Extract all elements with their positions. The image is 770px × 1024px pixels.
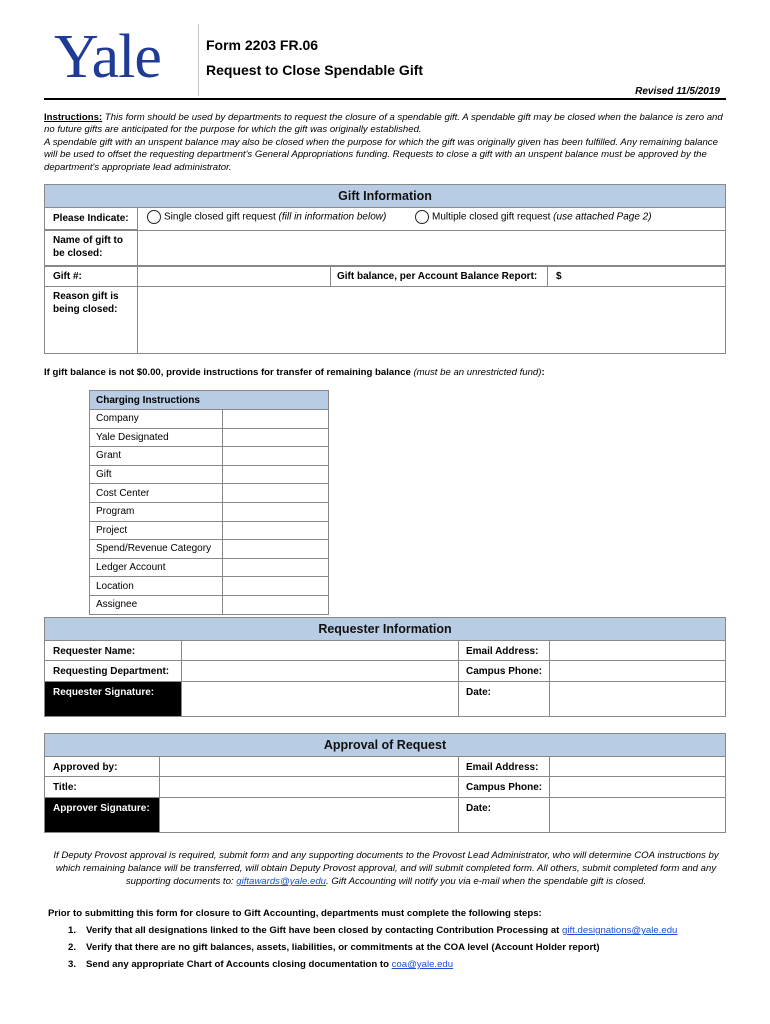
charging-label: Ledger Account <box>90 558 223 577</box>
transfer-note: (must be an unrestricted fund) <box>413 367 542 378</box>
instructions-label: Instructions: <box>44 112 103 123</box>
approved-by-field[interactable] <box>159 756 459 777</box>
charging-label: Gift <box>90 465 223 484</box>
single-gift-note: (fill in information below) <box>278 211 387 223</box>
approver-email-field[interactable] <box>549 756 726 777</box>
reason-field[interactable] <box>137 286 726 354</box>
requesting-dept-label: Requesting Department: <box>44 660 182 682</box>
approver-signature-label: Approver Signature: <box>44 797 160 833</box>
requester-phone-label: Campus Phone: <box>458 660 550 682</box>
table-row <box>90 410 329 429</box>
charging-label: Cost Center <box>90 484 223 503</box>
charging-label: Company <box>90 410 223 429</box>
instructions <box>44 112 726 174</box>
approver-phone-field[interactable] <box>549 776 726 798</box>
charging-value-field[interactable] <box>223 558 329 577</box>
charging-value-field[interactable] <box>223 428 329 447</box>
submission-note-text: If Deputy Provost approval is required, submit form and any supporting documents to the Provost Lead Administrator, who will determine COA instructions by which remaining balance will be transferred, will obtain Deputy Provost approval, and will submit completed form. All others, submit completed form and any supporting documents to: <box>53 850 719 887</box>
instructions-p2: A spendable gift with an unspent balance may also be closed when the purpose for which the gift was originally given has been fulfilled. Any remaining balance will be used to offset the requesting department's General Appropriations funding. Requests to close a gift with an unspent balance must be approved by the department's appropriate lead administrator. <box>44 136 718 173</box>
charging-instructions-table <box>89 390 329 615</box>
approver-signature-field[interactable] <box>159 797 459 833</box>
instructions-p1: This form should be used by departments to request the closure of a spendable gift. A spendable gift may be closed when the balance is zero and no future gifts are anticipated for the purpose for which the gift was originally established. <box>44 112 723 136</box>
charging-value-field[interactable] <box>223 595 329 614</box>
gift-info-header: Gift Information <box>44 184 726 208</box>
approved-by-label: Approved by: <box>44 756 160 777</box>
table-row <box>90 502 329 521</box>
requester-phone-field[interactable] <box>549 660 726 682</box>
requester-info-header: Requester Information <box>44 617 726 641</box>
approver-title-label: Title: <box>44 776 160 798</box>
table-row <box>90 521 329 540</box>
gift-number-field[interactable] <box>137 266 331 287</box>
charging-value-field[interactable] <box>223 502 329 521</box>
step-text: Send any appropriate Chart of Accounts closing documentation to <box>86 959 392 970</box>
charging-label: Grant <box>90 447 223 466</box>
charging-value-field[interactable] <box>223 577 329 596</box>
transfer-text: If gift balance is not $0.00, provide instructions for transfer of remaining balance <box>44 367 414 378</box>
step-number: 1. <box>67 925 76 936</box>
approver-date-field[interactable] <box>549 797 726 833</box>
step-text: Verify that all designations linked to the Gift have been closed by contacting Contribution Processing at <box>86 925 563 936</box>
charging-label: Yale Designated <box>90 428 223 447</box>
table-row <box>90 577 329 596</box>
charging-value-field[interactable] <box>223 521 329 540</box>
charging-value-field[interactable] <box>223 540 329 559</box>
single-gift-radio[interactable] <box>147 210 161 224</box>
charging-label: Program <box>90 502 223 521</box>
transfer-instruction <box>44 367 545 378</box>
table-row <box>90 540 329 559</box>
requester-email-label: Email Address: <box>458 640 550 661</box>
multiple-gift-label: Multiple closed gift request <box>432 211 554 223</box>
list-item <box>48 956 728 973</box>
charging-label: Assignee <box>90 595 223 614</box>
yale-logo: Yale <box>54 23 161 91</box>
table-row <box>90 484 329 503</box>
steps-list <box>48 905 728 973</box>
submission-note-tail: . Gift Accounting will notify you via e-mail when the spendable gift is closed. <box>326 876 647 887</box>
gift-name-label: Name of gift to be closed: <box>44 230 138 266</box>
multiple-gift-option[interactable] <box>415 210 652 224</box>
charging-value-field[interactable] <box>223 410 329 429</box>
charging-label: Spend/Revenue Category <box>90 540 223 559</box>
step-number: 3. <box>67 959 76 970</box>
submission-note <box>48 849 724 888</box>
multiple-gift-note: (use attached Page 2) <box>553 211 652 223</box>
charging-label: Location <box>90 577 223 596</box>
requester-email-field[interactable] <box>549 640 726 661</box>
charging-value-field[interactable] <box>223 484 329 503</box>
gift-number-label: Gift #: <box>44 266 138 287</box>
requesting-dept-field[interactable] <box>181 660 459 682</box>
approver-email-label: Email Address: <box>458 756 550 777</box>
gift-balance-field[interactable]: $ <box>547 266 726 287</box>
requester-date-label: Date: <box>458 681 550 717</box>
step-number: 2. <box>67 942 76 953</box>
approver-title-field[interactable] <box>159 776 459 798</box>
list-item <box>48 922 728 939</box>
step-text: Verify that there are no gift balances, assets, liabilities, or commitments at the COA level (Account Holder report) <box>86 942 600 953</box>
header-rule <box>44 98 726 100</box>
gift-balance-label: Gift balance, per Account Balance Report: <box>330 266 548 287</box>
table-row <box>90 465 329 484</box>
requester-name-field[interactable] <box>181 640 459 661</box>
requester-signature-label: Requester Signature: <box>44 681 182 717</box>
header-divider <box>198 24 199 96</box>
steps-intro: Prior to submitting this form for closure to Gift Accounting, departments must complete the following steps: <box>48 908 542 919</box>
list-item <box>48 939 728 956</box>
requester-name-label: Requester Name: <box>44 640 182 661</box>
revised-date: Revised 11/5/2019 <box>635 86 720 97</box>
gift-name-field[interactable] <box>137 230 726 266</box>
table-row <box>90 595 329 614</box>
single-gift-label: Single closed gift request <box>164 211 279 223</box>
gift-designations-email-link[interactable]: gift.designations@yale.edu <box>562 925 678 936</box>
requester-signature-field[interactable] <box>181 681 459 717</box>
coa-email-link[interactable]: coa@yale.edu <box>391 959 454 970</box>
approver-phone-label: Campus Phone: <box>458 776 550 798</box>
table-row <box>90 447 329 466</box>
charging-instructions-header: Charging Instructions <box>90 391 329 410</box>
charging-label: Project <box>90 521 223 540</box>
requester-date-field[interactable] <box>549 681 726 717</box>
charging-value-field[interactable] <box>223 447 329 466</box>
giftawards-email-link[interactable]: giftawards@yale.edu <box>236 876 326 887</box>
table-row <box>90 558 329 577</box>
charging-value-field[interactable] <box>223 465 329 484</box>
transfer-colon: : <box>541 367 545 378</box>
table-row <box>90 428 329 447</box>
approver-date-label: Date: <box>458 797 550 833</box>
form-number: Form 2203 FR.06 <box>206 37 319 53</box>
reason-label: Reason gift is being closed: <box>44 286 138 354</box>
single-gift-option[interactable] <box>147 210 386 224</box>
form-title: Request to Close Spendable Gift <box>206 62 424 78</box>
multiple-gift-radio[interactable] <box>415 210 429 224</box>
approval-header: Approval of Request <box>44 733 726 757</box>
please-indicate-label: Please Indicate: <box>44 207 138 230</box>
